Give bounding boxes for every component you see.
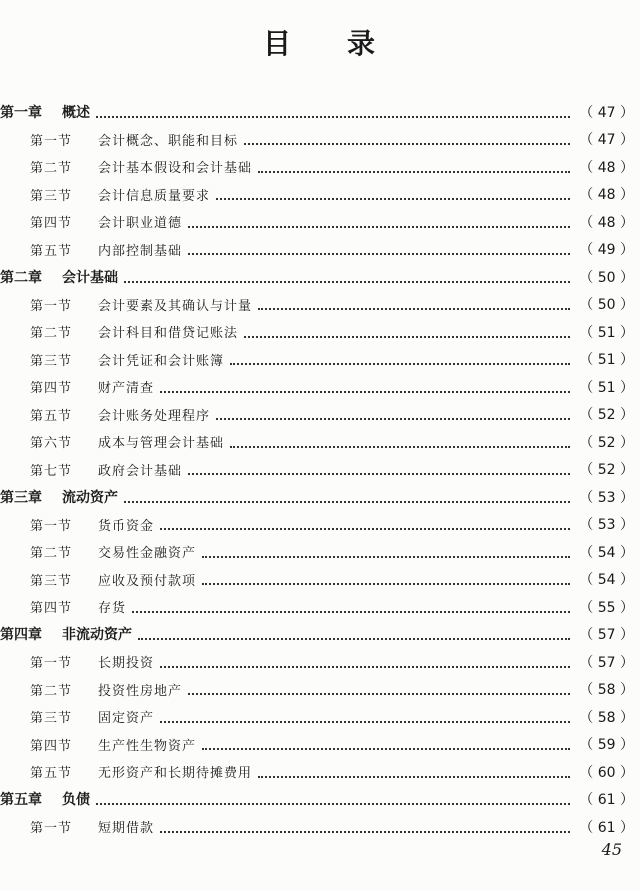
section-number: 第一节: [30, 133, 73, 149]
page-ref: （ 61 ）: [579, 819, 634, 836]
section-number: 第一节: [30, 656, 73, 671]
page-ref: （ 51 ）: [579, 324, 634, 341]
toc-chapter-entry[interactable]: [0, 263, 640, 290]
section-number: 第七节: [30, 463, 73, 479]
page-number: 45: [601, 840, 622, 859]
page-ref: （ 55 ）: [579, 599, 634, 616]
section-title: 财产清查: [98, 381, 155, 396]
dot-leader: [124, 487, 570, 503]
section-title: 交易性金融资产: [98, 546, 197, 561]
dot-leader: [244, 322, 570, 338]
section-title: 会计概念、职能和目标: [98, 133, 239, 149]
toc-section-entry[interactable]: [0, 731, 640, 758]
section-title: 内部控制基础: [98, 243, 183, 259]
page-ref: （ 52 ）: [579, 407, 634, 423]
chapter-title: 非流动资产: [62, 627, 132, 643]
section-title: 会计职业道德: [98, 216, 183, 231]
dot-leader: [230, 349, 570, 365]
page-ref: （ 50 ）: [579, 297, 634, 313]
toc-section-entry[interactable]: [0, 291, 640, 318]
page-ref: （ 51 ）: [579, 352, 634, 368]
section-number: 第五节: [30, 766, 73, 781]
page-ref: （ 48 ）: [579, 159, 634, 176]
dot-leader: [202, 542, 570, 558]
section-number: 第三节: [30, 711, 73, 726]
dot-leader: [188, 459, 570, 475]
page-ref: （ 57 ）: [579, 627, 634, 643]
section-title: 长期投资: [98, 656, 155, 671]
toc-section-entry[interactable]: [0, 401, 640, 428]
toc-section-entry[interactable]: [0, 703, 640, 730]
chapter-number: 第四章: [0, 627, 42, 643]
dot-leader: [160, 377, 570, 393]
dot-leader: [138, 624, 570, 640]
toc-section-entry[interactable]: [0, 373, 640, 400]
section-title: 会计基本假设和会计基础: [98, 161, 253, 176]
chapter-title: 流动资产: [62, 489, 118, 506]
page-ref: （ 52 ）: [579, 434, 634, 451]
dot-leader: [216, 184, 570, 200]
toc-section-entry[interactable]: [0, 318, 640, 345]
chapter-title: 概述: [62, 104, 90, 121]
toc-chapter-entry[interactable]: [0, 621, 640, 648]
toc-chapter-entry[interactable]: [0, 98, 640, 125]
section-number: 第四节: [30, 601, 73, 616]
toc-section-entry[interactable]: [0, 181, 640, 208]
page-ref: （ 53 ）: [579, 517, 634, 533]
toc-section-entry[interactable]: [0, 648, 640, 675]
section-number: 第一节: [30, 518, 73, 534]
page-ref: （ 53 ）: [579, 489, 634, 506]
page-ref: （ 50 ）: [579, 269, 634, 286]
section-number: 第五节: [30, 408, 73, 424]
page-ref: （ 49 ）: [579, 242, 634, 258]
dot-leader: [188, 679, 570, 695]
section-title: 会计要素及其确认与计量: [98, 298, 253, 314]
toc-section-entry[interactable]: [0, 511, 640, 538]
toc-section-entry[interactable]: [0, 428, 640, 455]
section-number: 第六节: [30, 436, 73, 451]
section-title: 会计科目和借贷记账法: [98, 326, 239, 341]
title-char-left: 目: [262, 27, 293, 60]
chapter-number: 第一章: [0, 104, 42, 121]
chapter-number: 第五章: [0, 792, 42, 808]
section-title: 货币资金: [98, 518, 155, 534]
page-ref: （ 60 ）: [579, 764, 634, 781]
toc-chapter-entry[interactable]: [0, 786, 640, 813]
dot-leader: [258, 762, 570, 778]
section-title: 会计凭证和会计账簿: [98, 353, 225, 369]
section-number: 第一节: [30, 298, 73, 314]
toc-section-entry[interactable]: [0, 126, 640, 153]
dot-leader: [202, 569, 570, 585]
dot-leader: [160, 707, 570, 723]
section-title: 无形资产和长期待摊费用: [98, 766, 253, 781]
toc-section-entry[interactable]: [0, 208, 640, 235]
dot-leader: [188, 212, 570, 228]
section-number: 第二节: [30, 161, 73, 176]
chapter-number: 第三章: [0, 489, 42, 506]
dot-leader: [160, 817, 570, 833]
page-ref: （ 59 ）: [579, 737, 634, 753]
section-title: 短期借款: [98, 821, 155, 836]
toc-section-entry[interactable]: [0, 593, 640, 620]
section-title: 成本与管理会计基础: [98, 436, 225, 451]
section-number: 第四节: [30, 381, 73, 396]
section-number: 第二节: [30, 546, 73, 561]
section-title: 生产性生物资产: [98, 738, 197, 754]
page-ref: （ 58 ）: [579, 682, 634, 698]
section-number: 第三节: [30, 188, 73, 204]
section-number: 第四节: [30, 738, 73, 754]
dot-leader: [258, 294, 570, 310]
dot-leader: [96, 789, 570, 805]
section-title: 会计账务处理程序: [98, 408, 211, 424]
dot-leader: [96, 102, 570, 118]
section-title: 投资性房地产: [98, 683, 183, 699]
dot-leader: [132, 597, 570, 613]
chapter-number: 第二章: [0, 269, 42, 286]
dot-leader: [216, 404, 570, 420]
page-ref: （ 47 ）: [579, 104, 634, 121]
chapter-title: 会计基础: [62, 269, 118, 286]
dot-leader: [124, 267, 570, 283]
dot-leader: [188, 239, 570, 255]
section-title: 政府会计基础: [98, 463, 183, 479]
section-title: 会计信息质量要求: [98, 188, 211, 204]
page-ref: （ 48 ）: [579, 214, 634, 231]
section-number: 第二节: [30, 326, 73, 341]
section-number: 第一节: [30, 821, 73, 836]
section-number: 第二节: [30, 683, 73, 699]
chapter-title: 负债: [62, 792, 90, 808]
section-number: 第三节: [30, 573, 73, 589]
page-ref: （ 57 ）: [579, 654, 634, 671]
dot-leader: [230, 432, 570, 448]
dot-leader: [202, 734, 570, 750]
toc-section-entry[interactable]: [0, 676, 640, 703]
title-char-right: 录: [347, 27, 378, 60]
toc-section-entry[interactable]: [0, 236, 640, 263]
dot-leader: [160, 652, 570, 668]
section-number: 第五节: [30, 243, 73, 259]
toc-section-entry[interactable]: [0, 813, 640, 840]
dot-leader: [244, 129, 570, 145]
page-ref: （ 51 ）: [579, 379, 634, 396]
toc-section-entry[interactable]: [0, 538, 640, 565]
page-ref: （ 58 ）: [579, 709, 634, 726]
section-number: 第三节: [30, 353, 73, 369]
toc-section-entry[interactable]: [0, 346, 640, 373]
page-ref: （ 54 ）: [579, 544, 634, 561]
page-ref: （ 48 ）: [579, 187, 634, 203]
page-ref: （ 54 ）: [579, 572, 634, 588]
page-title: [0, 22, 640, 62]
toc-section-entry[interactable]: [0, 456, 640, 483]
section-number: 第四节: [30, 216, 73, 231]
section-title: 应收及预付款项: [98, 573, 197, 589]
toc-section-entry[interactable]: [0, 153, 640, 180]
page-ref: （ 52 ）: [579, 462, 634, 478]
section-title: 固定资产: [98, 711, 155, 726]
dot-leader: [258, 157, 570, 173]
toc-section-entry[interactable]: [0, 758, 640, 785]
page-ref: （ 47 ）: [579, 132, 634, 148]
toc-section-entry[interactable]: [0, 566, 640, 593]
dot-leader: [160, 514, 570, 530]
section-title: 存货: [98, 601, 127, 616]
page-ref: （ 61 ）: [579, 792, 634, 808]
toc-chapter-entry[interactable]: [0, 483, 640, 510]
